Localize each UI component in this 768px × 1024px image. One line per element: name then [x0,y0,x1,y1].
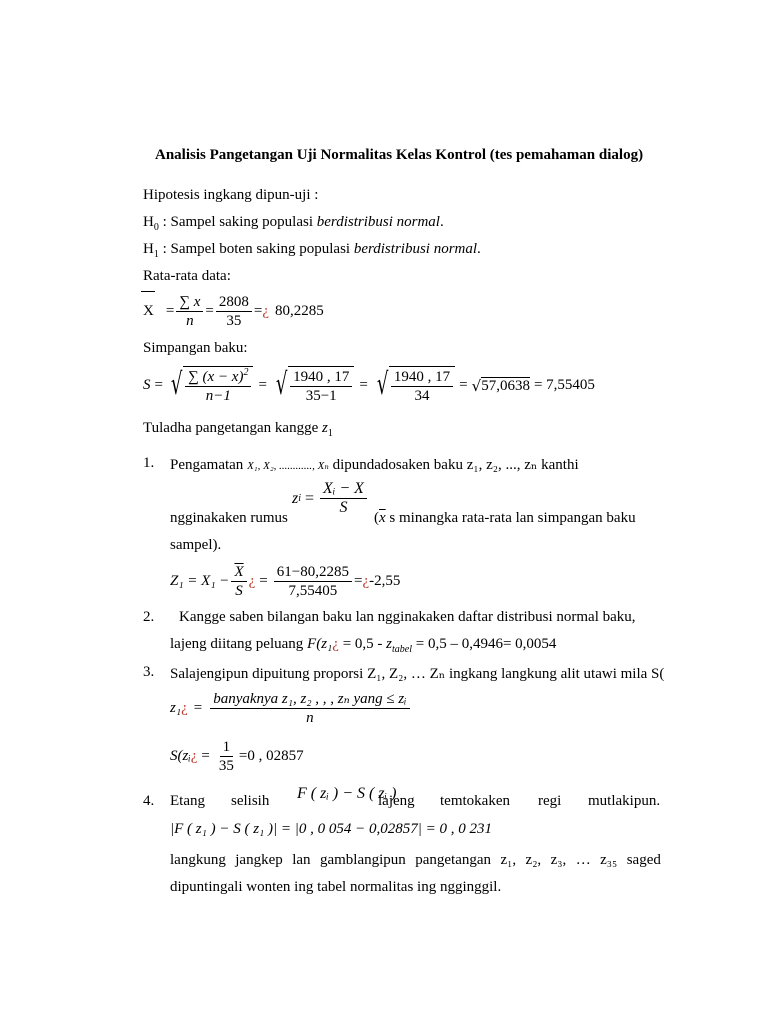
item-1-line2b: ($\overline{x}$ s minangka rata-rata lan simpangan baku [374,510,636,526]
item-3-line1: Salajengipun dipuitung proporsi Z₁, Z₂, … Zₙ ingkang langkung alit utawi mila S( [170,666,665,682]
item-4-closing-line1: langkung jangkep lan gamblangipun pangetangan z₁, z₂, z₃, … z₃₅ saged [170,852,661,868]
item-3-proportion: z₁ ¿ = $\frac{\text{banyaknya z₁, z₂ , , , zₙ yang ≤ zᵢ}}{n}$ [170,690,412,727]
hypothesis-label: Hipotesis ingkang dipun-uji : [143,187,319,203]
hypothesis-h1: $H_1$ : Sampel boten saking populasi berdistribusi normal. [143,241,481,260]
item-4-word-4: lajeng [378,793,415,809]
item-2-line1: Kangge saben bilangan baku lan ngginakaken daftar distribusi normal baku, [179,609,636,625]
sd-label: Simpangan baku: [143,340,248,356]
page-title: Analisis Pangetangan Uji Normalitas Kelas Kontrol (tes pemahaman dialog) [155,147,644,163]
item-1-line2: ngginakaken rumus [170,510,288,526]
item-1-line1: Pengamatan X₁, X₂, ............, Xₙ dipundadosaken baku z₁, z₂, ..., zₙ kanthi [170,457,579,473]
item-4-word-7: mutlakipun. [588,793,661,809]
sd-formula: S = √ $\frac{\sum (x - x)^2}{n-1}$ = √ $\frac{1940 , 17}{35-1}$ = √ $\frac{1940 , 17}{34}$ = √ 57,0638 = 7,55405 [143,367,595,404]
item-4-formula: F ( zᵢ ) − S ( zᵢ ) [297,785,397,802]
item-1-number: 1. [143,455,155,471]
mean-label: Rata-rata data: [143,268,231,284]
hypothesis-h0: $H_0$ : Sampel saking populasi berdistribusi normal. [143,214,444,233]
item-4-word-2: selisih [231,793,270,809]
item-4-closing-line2: dipuntingali wonten ing tabel normalitas ing ngginggil. [170,879,502,895]
item-2-number: 2. [143,609,155,625]
item-1-zi-formula: z i = $\frac{\text{Xᵢ − X}}{S}$ [292,480,369,517]
item-3-number: 3. [143,664,155,680]
item-1-line3: sampel). [170,537,222,553]
item-3-s-value: S(zᵢ ¿ = $\frac{1}{35}$ =0 , 02857 [170,739,304,774]
item-4-abs-line: |F ( z₁ ) − S ( z₁ )| = |0 , 0 054 − 0,02857| = 0 , 0 231 [170,821,492,837]
item-1-calc: Z₁ = X₁ − $\frac{\overline{X}}{S}$ ¿ = $\frac{61-80,2285}{7,55405}$ = ¿ -2,55 [170,564,401,599]
item-4-word-5: temtokaken [440,793,510,809]
item-2-line2: lajeng diitang peluang F(z₁¿ = $0,5 - z_{tabel} = 0,5 - 0,4946= 0,0054$ [170,636,557,655]
example-label: Tuladha pangetangan kangge $z_1$ [143,420,333,439]
item-4-word-1: Etang [170,793,205,809]
item-4-number: 4. [143,793,155,809]
item-4-word-6: regi [538,793,562,809]
mean-formula: X = $\frac{\sum x}{n}$ = $\frac{2808}{35}$ = ¿ 80,2285 [143,294,324,329]
